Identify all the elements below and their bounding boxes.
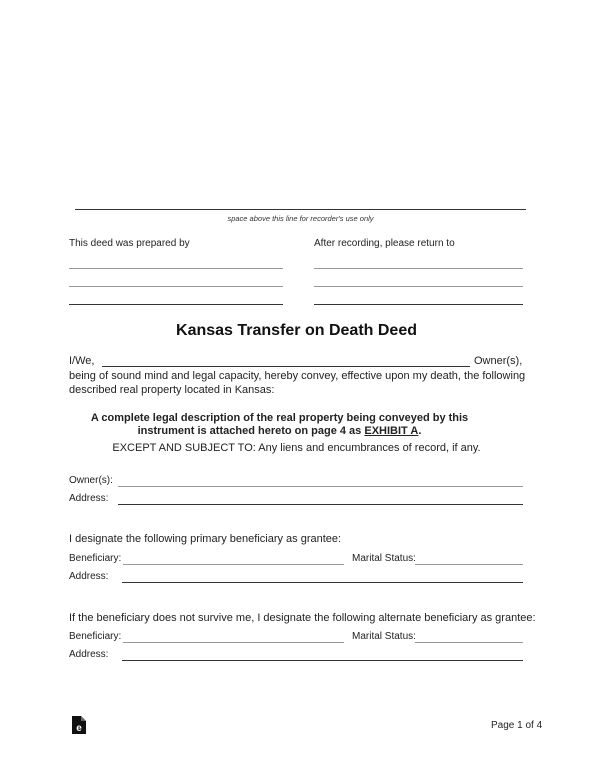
return-to-label: After recording, please return to — [314, 238, 455, 249]
page-title: Kansas Transfer on Death Deed — [176, 322, 417, 339]
alternate-address-label: Address: — [69, 649, 109, 660]
alternate-intro: If the beneficiary does not survive me, I designate the following alternate beneficiary as grantee: — [69, 612, 536, 624]
owner-field[interactable] — [118, 486, 523, 487]
legal-line-2-prefix: instrument is attached hereto on page 4 as — [137, 425, 362, 437]
primary-address-field[interactable] — [122, 582, 523, 583]
return-to-line-3[interactable] — [314, 304, 523, 305]
svg-text:e: e — [76, 723, 82, 734]
owner-prefix: I/We, — [69, 355, 95, 367]
recorder-line — [75, 209, 526, 210]
prepared-by-line-2[interactable] — [69, 286, 283, 287]
owner-label: Owner(s): — [69, 475, 113, 486]
alternate-marital-field[interactable] — [415, 642, 523, 643]
owner-suffix: Owner(s), — [474, 355, 523, 367]
page-number: Page 1 of 4 — [491, 720, 543, 731]
alternate-marital-label: Marital Status: — [352, 631, 416, 642]
primary-beneficiary-field[interactable] — [123, 564, 344, 565]
owner-address-label: Address: — [69, 493, 109, 504]
recorder-note: space above this line for recorder's use only — [227, 214, 374, 223]
owner-name-line[interactable] — [102, 366, 470, 367]
primary-marital-field[interactable] — [415, 564, 523, 565]
exhibit-a-label: EXHIBIT A — [364, 425, 419, 437]
owner-address-field[interactable] — [118, 504, 523, 505]
alternate-beneficiary-field[interactable] — [123, 642, 344, 643]
legal-line-1: A complete legal description of the real property being conveyed by this — [90, 412, 469, 424]
except-text: EXCEPT AND SUBJECT TO: Any liens and encumbrances of record, if any. — [112, 442, 481, 454]
primary-intro: I designate the following primary beneficiary as grantee: — [69, 533, 342, 545]
legal-line-2-suffix: . — [418, 425, 422, 437]
return-to-line-1[interactable] — [314, 268, 523, 269]
return-to-line-2[interactable] — [314, 286, 523, 287]
prepared-by-label: This deed was prepared by — [69, 238, 190, 249]
eforms-logo-icon — [72, 716, 86, 734]
primary-address-label: Address: — [69, 571, 109, 582]
primary-marital-label: Marital Status: — [352, 553, 416, 564]
prepared-by-line-3[interactable] — [69, 304, 283, 305]
primary-beneficiary-label: Beneficiary: — [69, 553, 122, 564]
alternate-address-field[interactable] — [122, 660, 523, 661]
convey-line-2: described real property located in Kansas: — [69, 384, 275, 396]
legal-line-2 — [0, 425, 559, 437]
prepared-by-line-1[interactable] — [69, 268, 283, 269]
convey-line-1: being of sound mind and legal capacity, hereby convey, effective upon my death, the following — [69, 370, 526, 382]
alternate-beneficiary-label: Beneficiary: — [69, 631, 122, 642]
